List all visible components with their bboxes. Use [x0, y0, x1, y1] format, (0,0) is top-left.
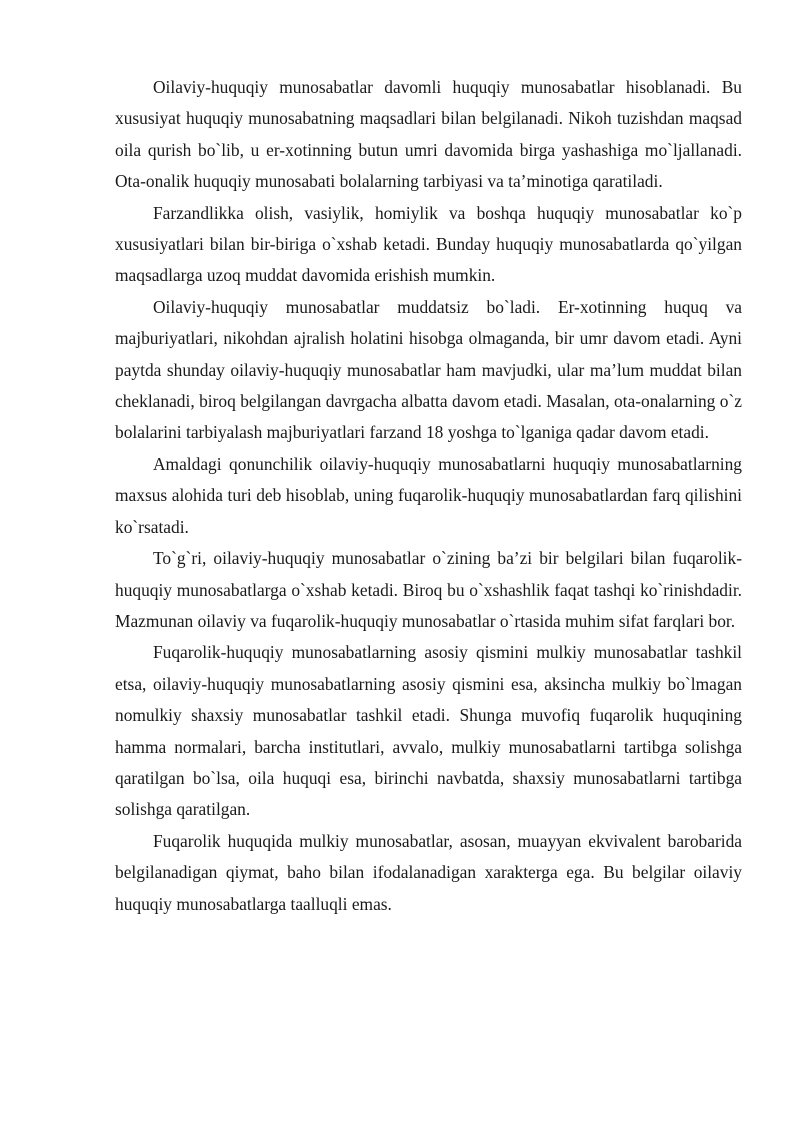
paragraph-4: Amaldagi qonunchilik oilaviy-huquqiy munosabatlarni huquqiy munosabatlarning maxsus alohida turi deb hisoblab, uning fuqarolik-huquqiy munosabatlardan farq qilishini ko`rsatadi. [115, 453, 742, 537]
paragraph-5: To`g`ri, oilaviy-huquqiy munosabatlar o`zining ba’zi bir belgilari bilan fuqarolik-huquqiy munosabatlarga o`xshab ketadi. Biroq bu o`xshashlik faqat tashqi ko`rinishdadir. Mazmunan oilaviy va fuqarolik-huquqiy munosabatlar o`rtasida muhim sifat farqlari bor. [115, 548, 742, 631]
paragraph-2: Farzandlikka olish, vasiylik, homiylik va boshqa huquqiy munosabatlar ko`p xususiyatlari bilan bir-biriga o`xshab ketadi. Bunday huquqiy munosabatlarda qo`yilgan maqsadlarga uzoq muddat davomida erishish mumkin. [115, 202, 742, 286]
paragraph-6: Fuqarolik-huquqiy munosabatlarning asosiy qismini mulkiy munosabatlar tashkil etsa, oilaviy-huquqiy munosabatlarning asosiy qismini esa, aksincha mulkiy bo`lmagan nomulkiy shaxsiy munosabatlar tashkil etadi. Shunga muvofiq fuqarolik huquqining hamma normalari, barcha institutlari, avvalo, mulkiy munosabatlarni tartibga solishga qaratilgan bo`lsa, oila huquqi esa, birinchi navbatda, shaxsiy munosabatlarni tartibga solishga qaratilgan. [115, 642, 742, 820]
document-page [115, 72, 742, 920]
paragraph-7: Fuqarolik huquqida mulkiy munosabatlar, asosan, muayyan ekvivalent barobarida belgilanadigan qiymat, baho bilan ifodalanadigan xarakterga ega. Bu belgilar oilaviy huquqiy munosabatlarga taalluqli emas. [115, 830, 742, 914]
paragraph-1: Oilaviy-huquqiy munosabatlar davomli huquqiy munosabatlar hisoblanadi. Bu xususiyat huquqiy munosabatning maqsadlari bilan belgilanadi. Nikoh tuzishdan maqsad oila qurish bo`lib, u er-xotinning butun umri davomida birga yashashiga mo`ljallanadi. Ota-onalik huquqiy munosabati bolalarning tarbiyasi va ta’minotiga qaratiladi. [115, 77, 742, 192]
paragraph-3: Oilaviy-huquqiy munosabatlar muddatsiz bo`ladi. Er-xotinning huquq va majburiyatlari, nikohdan ajralish holatini hisobga olmaganda, bir umr davom etadi. Ayni paytda shunday oilaviy-huquqiy munosabatlar ham mavjudki, ular ma’lum muddat bilan cheklanadi, biroq belgilangan davrgacha albatta davom etadi. Masalan, ota-onalarning o`z bolalarini tarbiyalash majburiyatlari farzand 18 yoshga to`lganiga qadar davom etadi. [115, 296, 742, 443]
